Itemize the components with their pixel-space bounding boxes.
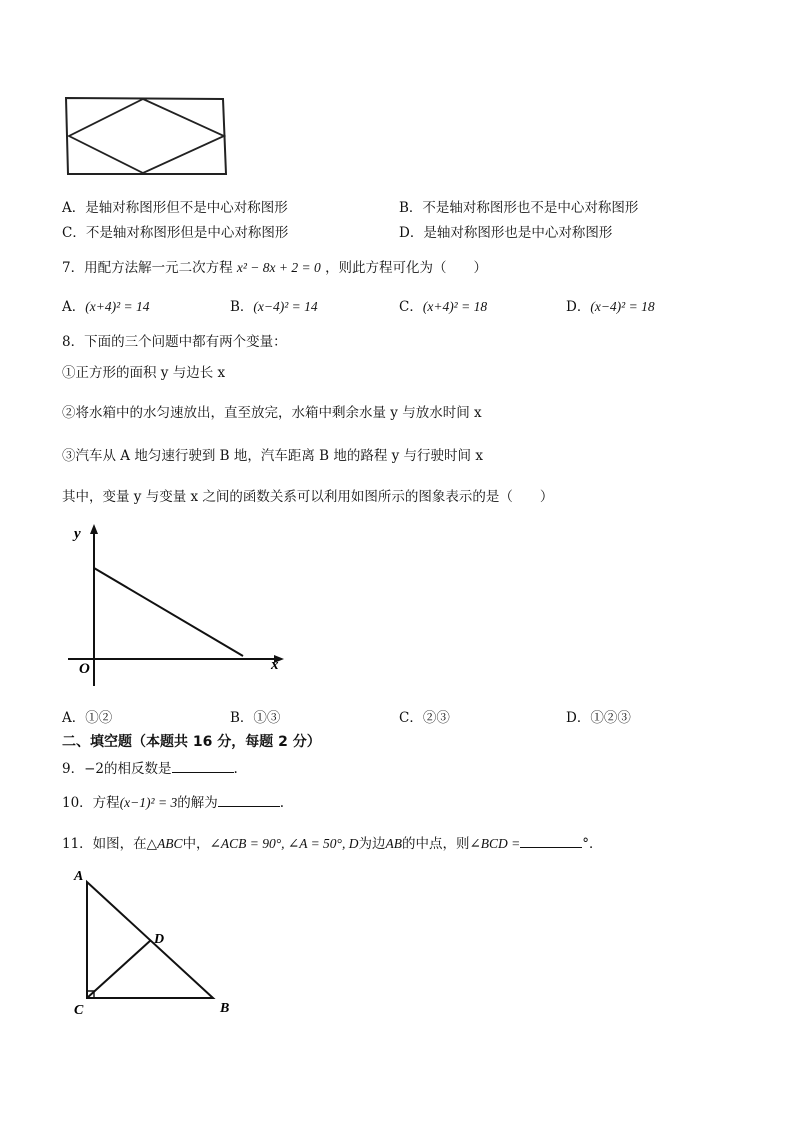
q8-option-c: C．②③ [399,710,450,726]
q7-option-a-expr: (x+4)² = 14 [85,299,150,314]
rhombus-in-rectangle-figure [60,92,230,180]
q6-option-a: A．是轴对称图形但不是中心对称图形 [62,200,288,216]
q10-suffix: . [279,795,284,811]
x-axis-label: x [271,657,279,673]
q9-prefix: 9．−2的相反数是 [62,761,172,777]
q7-option-c-expr: (x+4)² = 18 [422,299,488,314]
q9-answer-blank[interactable] [172,760,234,773]
q7-option-a-label: A． [62,299,86,315]
origin-label: O [79,661,90,677]
q6-option-b: B．不是轴对称图形也不是中心对称图形 [399,200,639,216]
section-2-title: 二、填空题（本题共 16 分，每题 2 分） [62,734,321,750]
q11-suffix: °． [582,836,603,852]
q7-stem-suffix: ，则此方程可化为（ ） [325,260,488,276]
q10-expr: (x−1)² = 3 [119,795,178,810]
q10 [62,791,284,811]
q11-prefix: 11．如图，在△ [62,836,158,852]
q7-option-b-label: B． [230,299,254,315]
q7-option-c [399,295,487,315]
q6-option-d: D．是轴对称图形也是中心对称图形 [399,225,613,241]
q9 [62,757,238,777]
q11-target: ∠BCD = [469,836,521,851]
q8-item-1: ①正方形的面积 y 与边长 x [62,365,226,381]
q11-triangle-figure [68,866,238,1018]
q10-middle: 的解为 [177,795,218,811]
q6-option-c: C．不是轴对称图形但是中心对称图形 [62,225,289,241]
vertex-c-label: C [74,1003,84,1018]
q8-question: 其中，变量 y 与变量 x 之间的函数关系可以利用如图所示的图象表示的是（ ） [62,489,554,505]
rhombus-outline [69,99,224,173]
q10-answer-blank[interactable] [218,794,280,807]
q11-middle2: 为边 [358,836,386,852]
q7-option-b-expr: (x−4)² = 14 [253,299,318,314]
q7-option-d-label: D． [566,299,591,315]
graph-line [94,568,243,656]
segment-cd [87,940,151,998]
q8-option-d: D．①②③ [566,710,631,726]
q7-option-d-expr: (x−4)² = 18 [590,299,655,314]
q11-answer-blank[interactable] [520,835,582,848]
q7-stem [62,256,487,276]
vertex-b-label: B [220,1001,230,1016]
point-d-label: D [154,932,165,947]
q8-option-a: A．①② [62,710,113,726]
q11-middle1: 中， [182,836,210,852]
y-axis-arrow [90,524,98,534]
q11-triangle: ABC [157,836,183,851]
q8-item-2: ②将水箱中的水匀速放出，直至放完，水箱中剩余水量 y 与放水时间 x [62,405,482,421]
vertex-a-label: A [74,869,84,884]
q7-option-a [62,295,150,315]
q8-option-b: B．①③ [230,710,281,726]
q10-prefix: 10．方程 [62,795,120,811]
q11-segment: AB [385,836,402,851]
q11-condition: ∠ACB = 90°, ∠A = 50°, D [209,836,359,851]
q8-stem: 8．下面的三个问题中都有两个变量： [62,334,287,350]
q7-equation: x² − 8x + 2 = 0 [236,260,321,275]
rectangle-outline [66,98,226,174]
q8-function-graph [60,520,290,692]
q7-option-b [230,295,318,315]
q11-middle3: 的中点，则 [401,836,470,852]
q7-option-c-label: C． [399,299,423,315]
y-axis-label: y [74,526,81,542]
q7-option-d [566,295,655,315]
q9-suffix: . [233,761,238,777]
q11 [62,832,603,852]
q7-stem-prefix: 7．用配方法解一元二次方程 [62,260,233,276]
q8-item-3: ③汽车从 A 地匀速行驶到 B 地，汽车距离 B 地的路程 y 与行驶时间 x [62,448,483,464]
